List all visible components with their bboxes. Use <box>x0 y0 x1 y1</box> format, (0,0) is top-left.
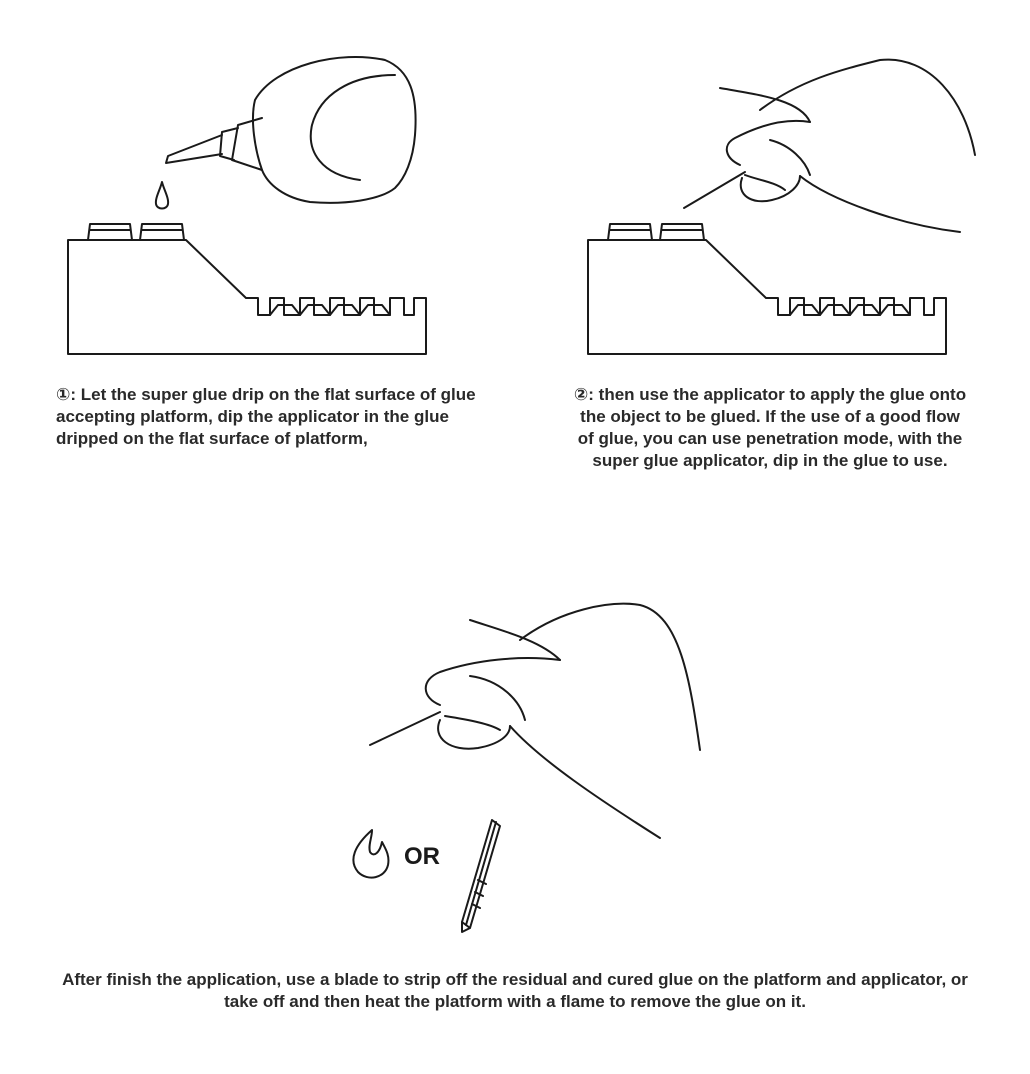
glue-drop-icon <box>156 182 168 209</box>
glue-platform-icon <box>588 224 946 354</box>
glue-platform-icon <box>68 224 426 354</box>
hand-applicator-icon <box>370 604 700 838</box>
step-1-caption: ①: Let the super glue drip on the flat surface of glue accepting platform, dip the applicator in the glue dripped on the flat surface of platform, <box>56 385 476 448</box>
blade-icon <box>462 820 500 932</box>
hand-applicator-icon <box>684 60 975 232</box>
glue-bottle-icon <box>166 57 416 203</box>
step-3-caption: After finish the application, use a blade to strip off the residual and cured glue on the platform and applicator, or take off and then heat the platform with a flame to remove the glue on it. <box>62 970 968 1011</box>
flame-icon <box>353 830 388 878</box>
or-label: OR <box>404 843 440 870</box>
step-2-caption: ②: then use the applicator to apply the glue onto the object to be glued. If the use of a good flow of glue, you can use penetration mode, with the super glue applicator, dip in the glue to use. <box>573 385 967 470</box>
